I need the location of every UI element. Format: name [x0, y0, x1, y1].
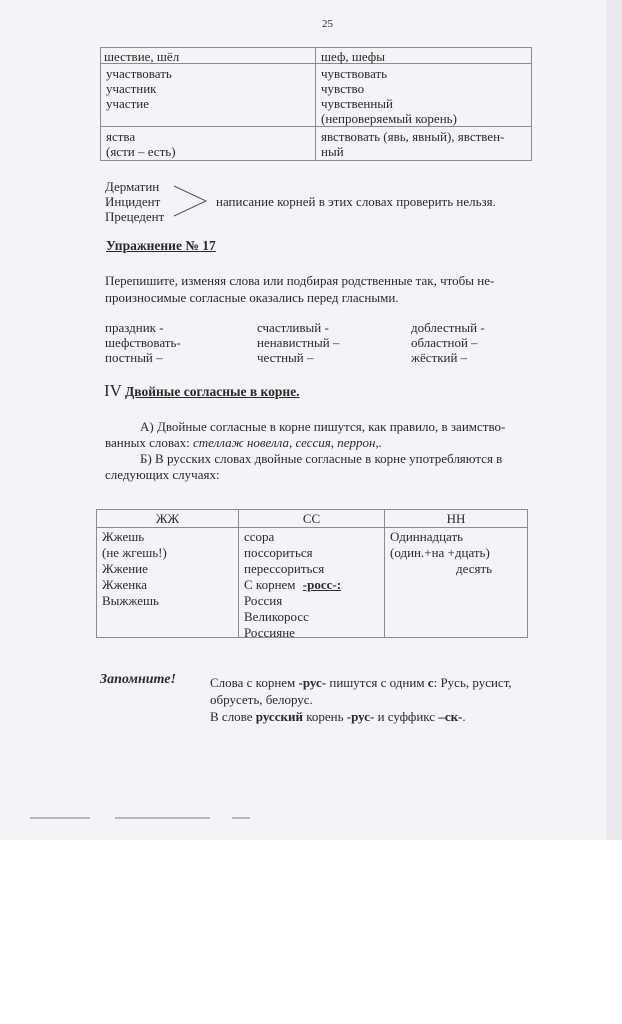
exercise-instruction-line: произносимые согласные оказались перед гласными. [105, 290, 399, 305]
table2-cell: Жженка [102, 577, 148, 592]
exercise-word: областной – [411, 335, 478, 350]
table1-cell: чувственный [321, 96, 393, 111]
table2-cell: (не жгешь!) [102, 545, 167, 560]
table2-cell: Россия [244, 593, 283, 608]
loanword: Дерматин [105, 179, 160, 194]
table2-cell: Россияне [244, 625, 295, 640]
table2-cell: Одиннадцать [390, 529, 464, 544]
table2-header: СС [302, 511, 321, 526]
remember-line-3: В слове русский корень -рус- и суффикс –ск-. [210, 709, 466, 724]
table2-cell: ссора [244, 529, 275, 544]
point-a-line: А) Двойные согласные в корне пишутся, как правило, в заимство- [140, 419, 506, 434]
table2-cell: Выжжешь [102, 593, 159, 608]
loanword: Прецедент [105, 209, 165, 224]
point-b-line: Б) В русских словах двойные согласные в корне употребляются в [140, 451, 503, 466]
scan-artifact [232, 817, 250, 819]
table2-cell: поссориться [244, 545, 313, 560]
loanwords-note: написание корней в этих словах проверить нельзя. [216, 194, 496, 209]
table1-cell: шествие, шёл [104, 49, 180, 64]
table1-cell: чувство [321, 81, 365, 96]
table2-cell: десять [456, 561, 493, 576]
chevron-bracket-icon [172, 183, 212, 219]
table1-cell: чувствовать [321, 66, 388, 81]
table1-cell: яства [106, 129, 136, 144]
exercise-instruction-line: Перепишите, изменяя слова или подбирая родственные так, чтобы не- [105, 273, 495, 288]
table1-cell: (ясти – есть) [106, 144, 176, 159]
table1-cell: явствовать (явь, явный), явствен- [321, 129, 505, 144]
exercise-word: праздник - [105, 320, 164, 335]
point-b-line: следующих случаях: [105, 467, 220, 482]
root-ross: -росс-: [302, 577, 342, 592]
exercise-word: честный – [257, 350, 314, 365]
section-numeral: IV [104, 381, 122, 400]
scan-artifact [115, 817, 210, 819]
point-a-line-2: ванных словах: стеллаж новелла, сессия, перрон,. [105, 435, 382, 450]
table1-cell: участвовать [106, 66, 172, 81]
table2-cell: (один.+на +дцать) [390, 545, 490, 560]
table2-header: ЖЖ [155, 511, 180, 526]
exercise-word: постный – [105, 350, 163, 365]
page-edge-shadow [606, 0, 622, 840]
remember-line-1: Слова с корнем -рус- пишутся с одним с: Русь, русист, [210, 675, 512, 690]
table1-cell: участник [106, 81, 157, 96]
table2-cell: Жжение [102, 561, 148, 576]
table2-cell: Жжешь [102, 529, 145, 544]
section-title: Двойные согласные в корне. [125, 384, 300, 399]
remember-label: Запомните! [100, 672, 176, 687]
exercise-word: жёсткий – [411, 350, 468, 365]
exercise-word: доблестный - [411, 320, 485, 335]
exercise-word: счастливый - [257, 320, 329, 335]
exercise-word: ненавистный – [257, 335, 340, 350]
table2-header: НН [446, 511, 466, 526]
loanword: Инцидент [105, 194, 161, 209]
table2-cell: Великоросс [244, 609, 309, 624]
table1-cell: ный [321, 144, 344, 159]
table1-cell: шеф, шефы [321, 49, 385, 64]
remember-line-2: обрусеть, белорус. [210, 692, 313, 707]
scan-artifact [30, 817, 90, 819]
exercise-title: Упражнение № 17 [106, 238, 216, 253]
exercise-word: шефствовать- [105, 335, 181, 350]
table1-cell: участие [106, 96, 149, 111]
point-a-examples: стеллаж новелла, сессия, перрон,. [193, 435, 382, 450]
table2-cell: С корнем -росс-: [244, 577, 342, 592]
page-number: 25 [322, 18, 333, 30]
table1-cell: (непроверяемый корень) [321, 111, 457, 126]
table2-cell: перессориться [244, 561, 325, 576]
